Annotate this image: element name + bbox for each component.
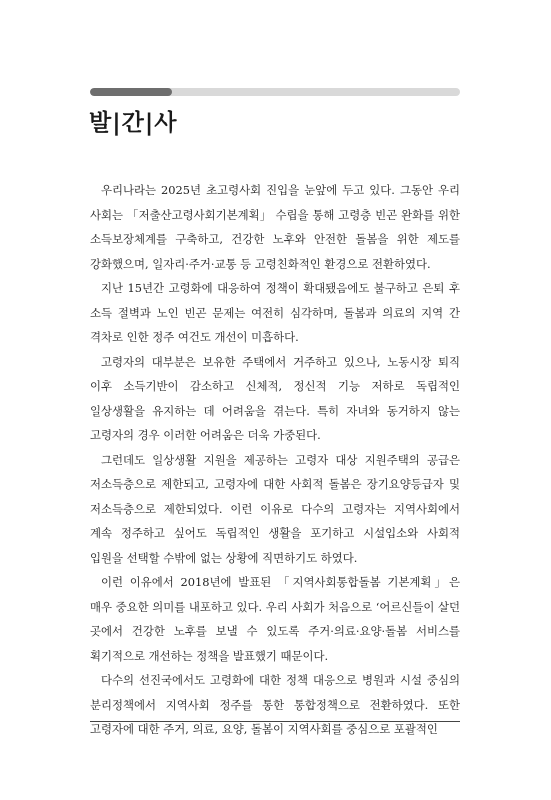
paragraph: 지난 15년간 고령화에 대응하여 정책이 확대됐음에도 불구하고 은퇴 후 소득 절벽과 노인 빈곤 문제는 여전히 심각하며, 돌봄과 의료의 지역 간 격차로 인한 정주 여건도 개선이 미흡하다. [90,281,460,344]
header-decoration-bar [90,88,460,96]
body-text [90,178,460,742]
paragraph: 이런 이유에서 2018년에 발표된 「지역사회통합돌봄 기본계획」은 매우 중요한 의미를 내포하고 있다. 우리 사회가 처음으로 ‘어르신들이 살던 곳에서 건강한 노후를 보낼 수 있도록 주거·의료·요양·돌봄 서비스를 획기적으로 개선하는 정책을 발표했기 때문이다. [90,575,460,663]
paragraph: 우리나라는 2025년 초고령사회 진입을 눈앞에 두고 있다. 그동안 우리 사회는 「저출산고령사회기본계획」 수립을 통해 고령층 빈곤 완화를 위한 소득보장체계를 구축하고, 건강한 노후와 안전한 돌봄을 위한 제도를 강화했으며, 일자리·주거·교통 등 고령친화적인 환경으로 전환하였다. [90,183,460,271]
paragraph: 그런데도 일상생활 지원을 제공하는 고령자 대상 지원주택의 공급은 저소득층으로 제한되고, 고령자에 대한 사회적 돌봄은 장기요양등급자 및 저소득층으로 제한되었다. 이런 이유로 다수의 고령자는 지역사회에서 계속 정주하고 싶어도 독립적인 생활을 포기하고 시설입소와 사회적 입원을 선택할 수밖에 없는 상황에 직면하기도 하였다. [90,452,460,565]
paragraph: 다수의 선진국에서도 고령화에 대한 정책 대응으로 병원과 시설 중심의 분리정책에서 지역사회 정주를 통한 통합정책으로 전환하였다. 또한 고령자에 대한 주거, 의료, 요양, 돌봄이 지역사회를 중심으로 포괄적인 [90,673,460,736]
footer-divider [90,721,460,722]
page-title: 발|간|사 [89,110,178,136]
header-decoration-accent [90,88,172,96]
paragraph: 고령자의 대부분은 보유한 주택에서 거주하고 있으나, 노동시장 퇴직 이후 소득기반이 감소하고 신체적, 정신적 기능 저하로 독립적인 일상생활을 유지하는 데 어려움을 겪는다. 특히 자녀와 동거하지 않는 고령자의 경우 이러한 어려움은 더욱 가중된다. [90,354,460,442]
